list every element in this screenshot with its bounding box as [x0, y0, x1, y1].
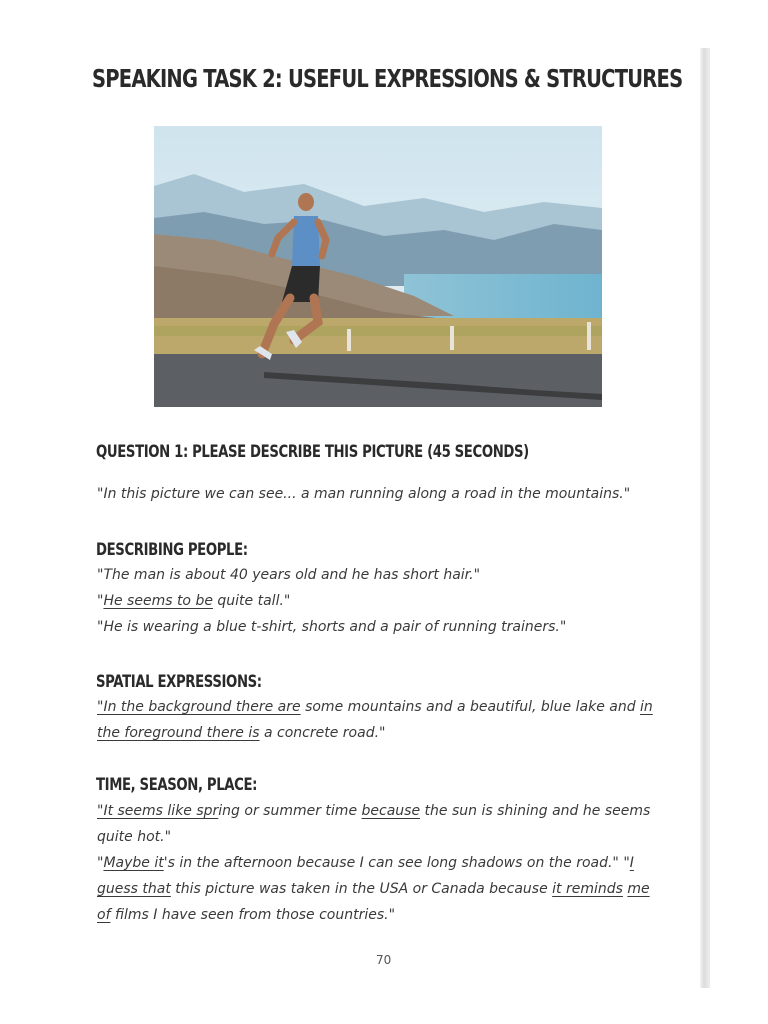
time-season-place-heading: TIME, SEASON, PLACE:: [96, 775, 258, 795]
runner-on-mountain-road-photo: [154, 126, 602, 407]
underlined-expression: of: [97, 907, 111, 923]
line-text: 's in the afternoon because I can see long shadows on the road." ": [163, 855, 630, 871]
line-text: this picture was taken in the USA or Canada because: [170, 881, 553, 897]
describing-people-heading: DESCRIBING PEOPLE:: [96, 540, 248, 560]
line-text: films I have seen from those countries.": [110, 907, 396, 923]
time-line-1: [97, 803, 650, 819]
underlined-expression: in: [640, 699, 653, 715]
people-line-2: [97, 593, 290, 609]
underlined-expression: "In the background there are: [97, 699, 301, 715]
line-text: the sun is shining and he seems: [420, 803, 651, 819]
quote-mark: ": [97, 855, 104, 871]
underlined-expression: "It seems like spr: [97, 803, 219, 819]
underlined-expression: Maybe it: [103, 855, 164, 871]
people-line-1: "The man is about 40 years old and he has short hair.": [97, 567, 481, 583]
page-edge-shadow: [700, 48, 710, 988]
page-title: SPEAKING TASK 2: USEFUL EXPRESSIONS & STRUCTURES: [92, 64, 683, 93]
underlined-expression: the foreground there is: [97, 725, 260, 741]
time-line-5: [97, 907, 395, 923]
underlined-expression: me: [627, 881, 650, 897]
time-line-4: [97, 881, 650, 897]
spatial-expressions-heading: SPATIAL EXPRESSIONS:: [96, 672, 262, 692]
line-text: some mountains and a beautiful, blue lake and: [300, 699, 641, 715]
underlined-expression: guess that: [97, 881, 171, 897]
runner-photo: [154, 126, 602, 407]
time-line-3: [97, 855, 634, 871]
underlined-expression: He seems to be: [103, 593, 213, 609]
underlined-expression: because: [361, 803, 421, 819]
quote-mark: ": [97, 593, 104, 609]
line-text: a concrete road.": [259, 725, 386, 741]
people-line-3: "He is wearing a blue t-shirt, shorts and a pair of running trainers.": [97, 619, 567, 635]
line-text: ing or summer time: [218, 803, 362, 819]
page-margin: [710, 0, 768, 1024]
intro-line: "In this picture we can see... a man running along a road in the mountains.": [97, 486, 631, 502]
spatial-line-2: [97, 725, 385, 741]
underlined-expression: I: [629, 855, 634, 871]
underlined-expression: it reminds: [552, 881, 623, 897]
spatial-line-1: [97, 699, 653, 715]
time-line-2: quite hot.": [97, 829, 172, 845]
page-number: 70: [376, 953, 392, 967]
question-heading: QUESTION 1: PLEASE DESCRIBE THIS PICTURE (45 SECONDS): [96, 442, 529, 462]
line-text: quite tall.": [212, 593, 291, 609]
